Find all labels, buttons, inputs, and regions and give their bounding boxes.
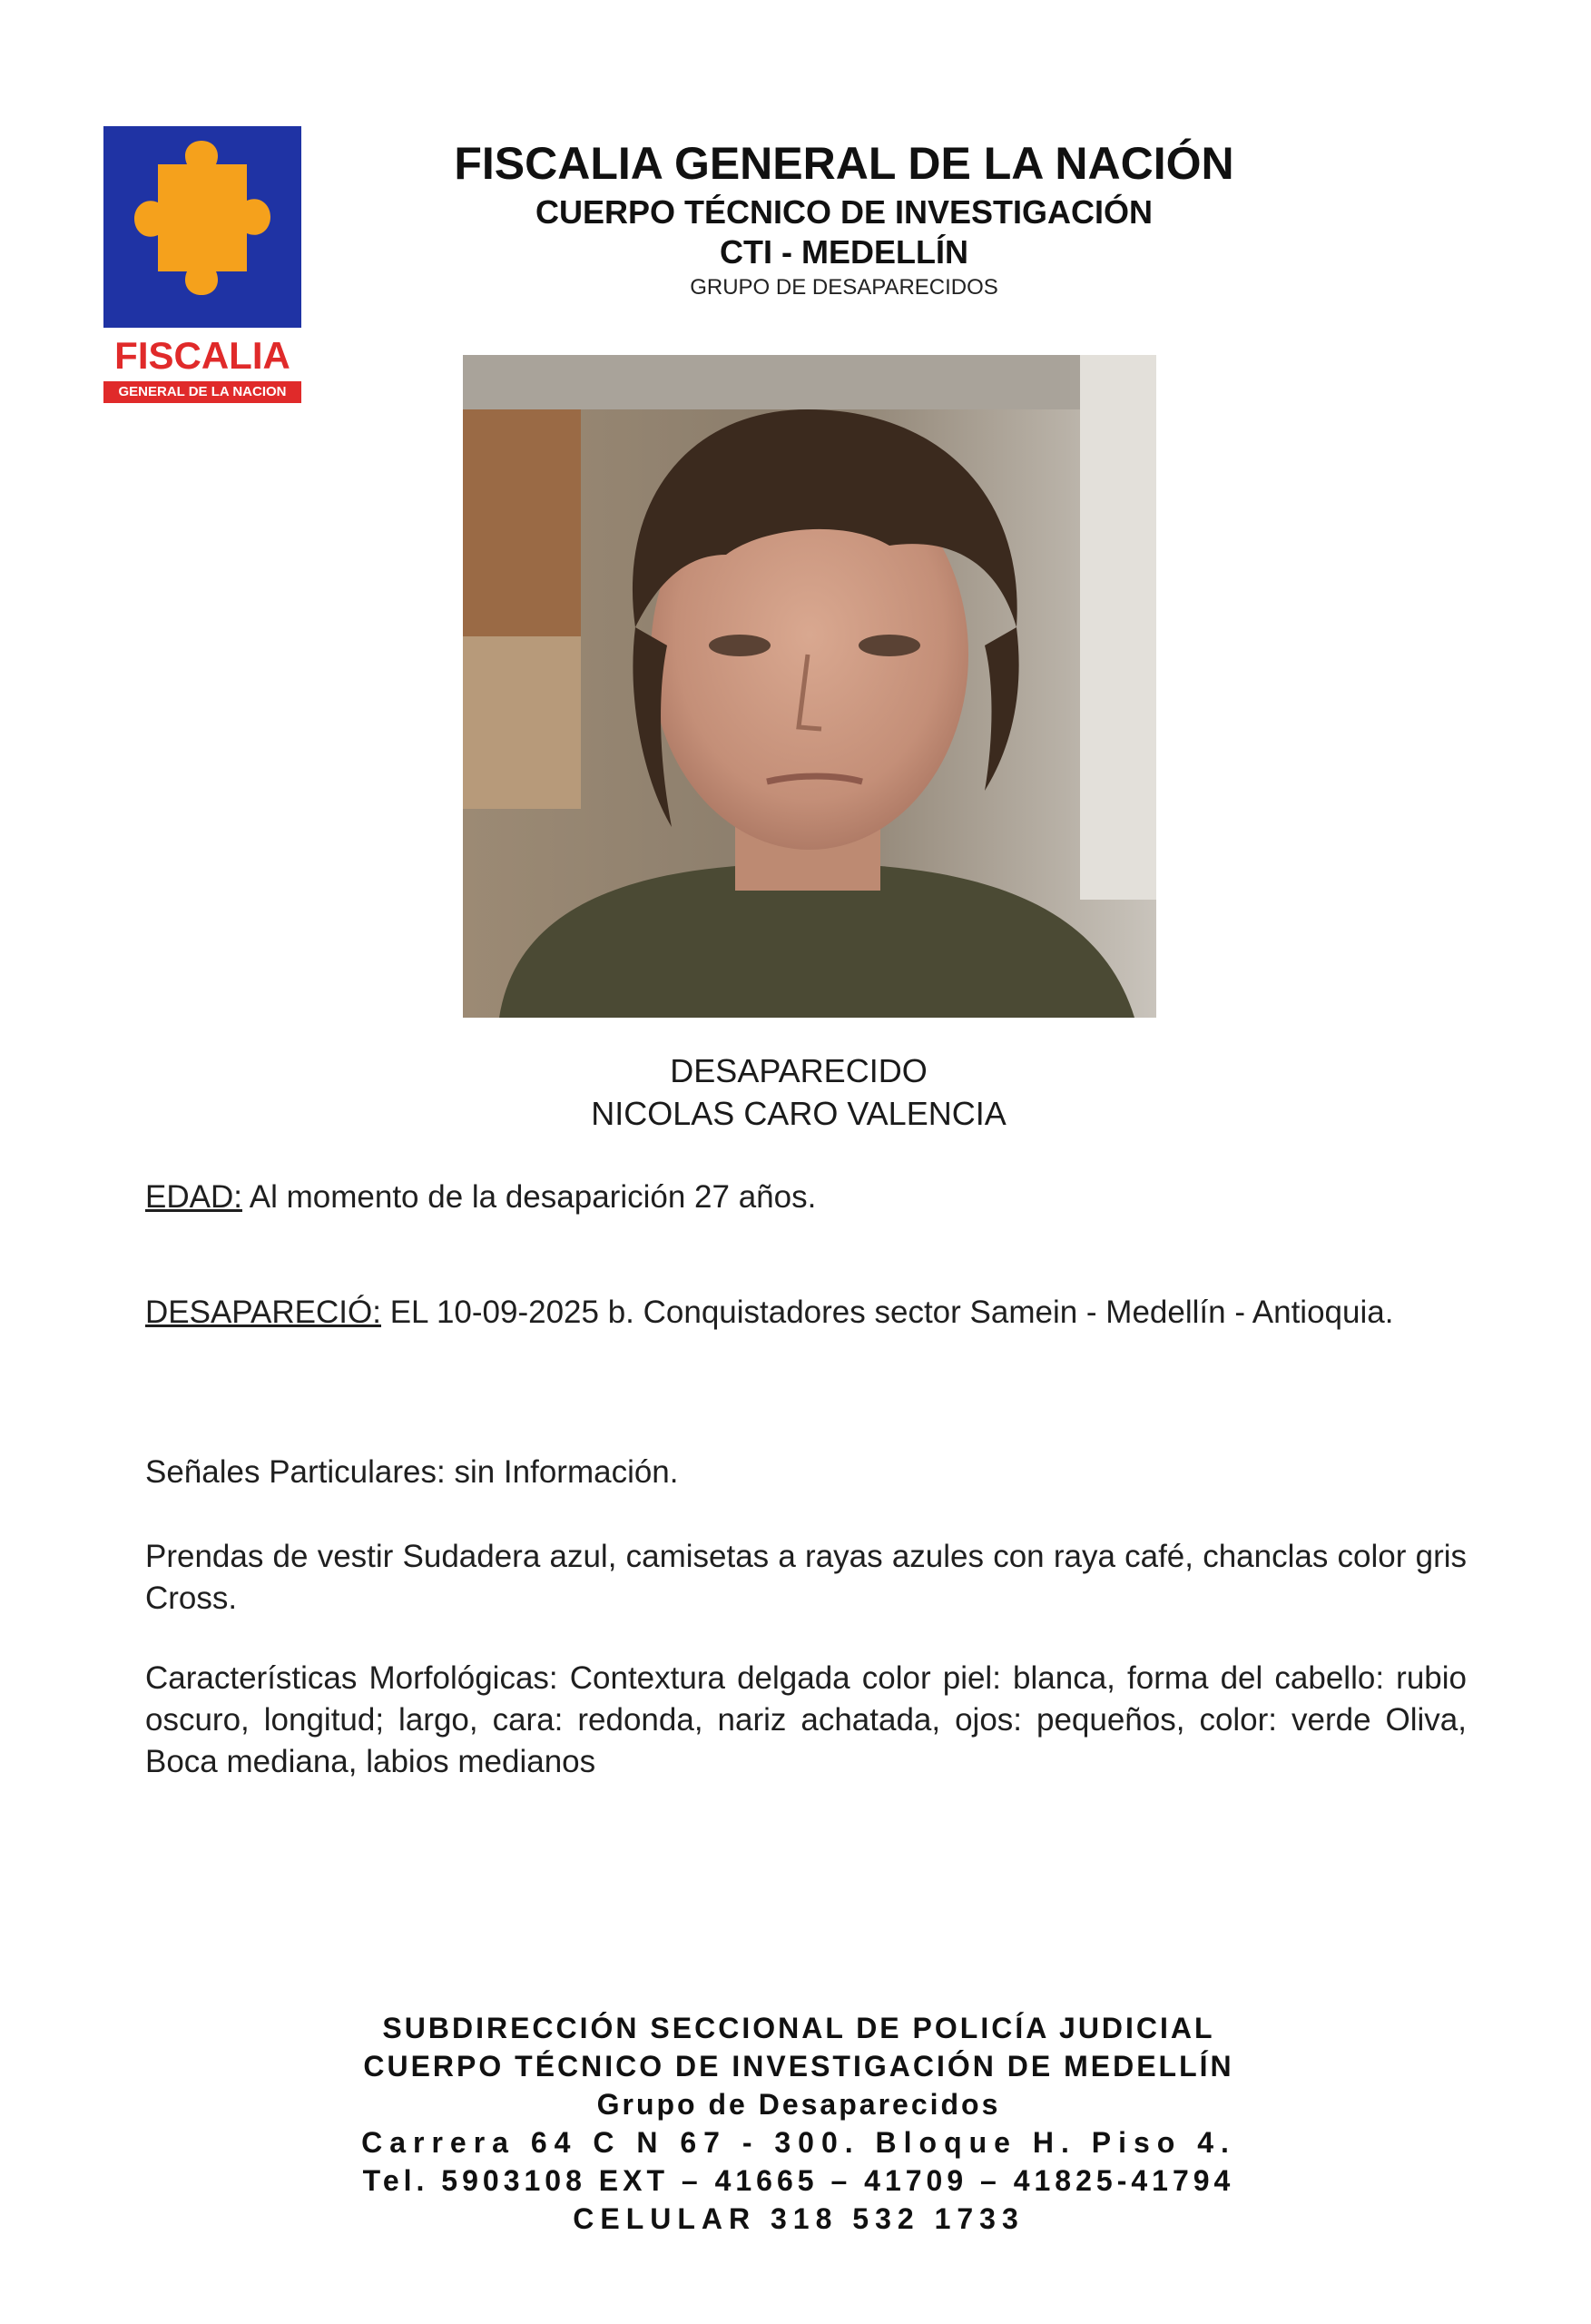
clothing-paragraph: Prendas de vestir Sudadera azul, camisetas a rayas azules con raya café, chanclas color gris Cross.: [145, 1539, 1467, 1616]
header-line-3: CTI - MEDELLÍN: [720, 233, 968, 271]
footer-line-1: SUBDIRECCIÓN SECCIONAL DE POLICÍA JUDICIAL: [382, 2012, 1215, 2044]
missing-person-photo: [463, 355, 1156, 1018]
puzzle-piece-icon: [103, 126, 301, 328]
footer-phone: Tel. 5903108 EXT – 41665 – 41709 – 41825-41794: [362, 2164, 1235, 2197]
age-text: Al momento de la desaparición 27 años.: [241, 1179, 817, 1215]
logo-wordmark: FISCALIA: [114, 334, 290, 377]
status-label: DESAPARECIDO: [670, 1052, 928, 1089]
footer-line-3: Grupo de Desaparecidos: [596, 2088, 1001, 2121]
date-text: EL 10-09-2025 b. Conquistadores sector Samein - Medellín - Antioquia.: [380, 1295, 1394, 1330]
footer-address: Carrera 64 C N 67 - 300. Bloque H. Piso 4.: [361, 2126, 1236, 2159]
footer-cellphone: CELULAR 318 532 1733: [573, 2202, 1025, 2235]
footer-line-2: CUERPO TÉCNICO DE INVESTIGACIÓN DE MEDELLÍN: [363, 2050, 1234, 2083]
header-title: FISCALIA GENERAL DE LA NACIÓN: [454, 138, 1234, 189]
logo-box: [103, 126, 301, 328]
fiscalia-logo: [103, 126, 301, 404]
age-label: EDAD:: [145, 1179, 242, 1215]
age-paragraph: [145, 1177, 1467, 1218]
date-label: DESAPARECIÓ:: [145, 1295, 381, 1330]
person-name: NICOLAS CARO VALENCIA: [591, 1095, 1007, 1132]
disappearance-paragraph: [145, 1292, 1467, 1334]
logo-subtitle: GENERAL DE LA NACION: [103, 381, 301, 403]
senales-paragraph: Señales Particulares: sin Información.: [145, 1454, 679, 1490]
header-line-2: CUERPO TÉCNICO DE INVESTIGACIÓN: [535, 193, 1154, 231]
header-line-4: GRUPO DE DESAPARECIDOS: [690, 275, 998, 300]
morphology-paragraph: Características Morfológicas: Contextura delgada color piel: blanca, forma del cabello: rubio oscuro, longitud; largo, cara: redonda, nariz achatada, ojos: pequeños, color: verde Oliva, Boca mediana, labios medianos: [145, 1660, 1467, 1779]
